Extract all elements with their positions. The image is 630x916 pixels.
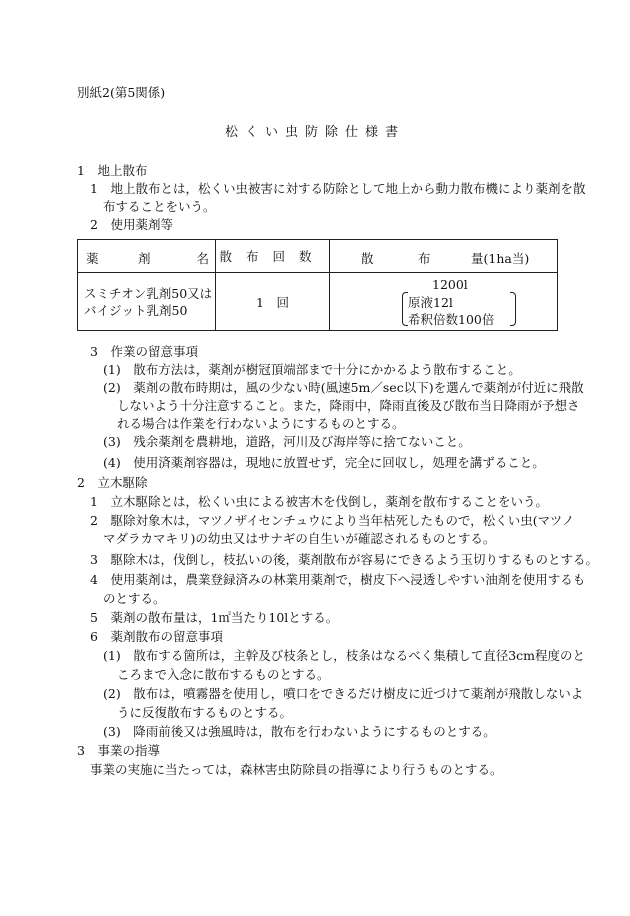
- sec3-body: 事業の実施に当たっては，森林害虫防除員の指導により行うものとする。: [90, 762, 503, 777]
- header-chemical-name: 薬 剤 名: [78, 240, 216, 273]
- sec2-sub1-line2: ころまで入念に散布するものとする。: [117, 667, 330, 682]
- sec1-item1-line2: 布することをいう。: [103, 199, 216, 214]
- sec2-sub3: (3) 降雨前後又は強風時は，散布を行わないようにするものとする。: [103, 724, 496, 739]
- sec1-item1-line1: 1 地上散布とは，松くい虫被害に対する防除として地上から動力散布機により薬剤を散: [90, 181, 586, 196]
- cell-chemical-names: スミチオン乳剤50又は バイジット乳剤50: [78, 273, 216, 331]
- section-3-heading: 3 事業の指導: [77, 743, 160, 758]
- sec2-item2-line1: 2 駆除対象木は，マツノザイセンチュウにより当年枯死したもので，松くい虫(マツノ: [90, 513, 575, 528]
- document-title: 松くい虫防除仕様書: [224, 125, 405, 140]
- sec1-note3: (3) 残余薬剤を農耕地，道路，河川及び海岸等に捨てないこと。: [103, 434, 471, 449]
- header-application-amount: 散 布 量(1ha当): [330, 240, 558, 273]
- sec2-item4-line2: のとする。: [103, 591, 166, 606]
- pesticide-table: [77, 239, 558, 331]
- sec1-note1: (1) 散布方法は，薬剤が樹冠頂端部まで十分にかかるよう散布すること。: [103, 362, 521, 377]
- sec2-item6: 6 薬剤散布の留意事項: [90, 629, 223, 644]
- sec1-item2: 2 使用薬剤等: [90, 217, 173, 232]
- section-2-heading: 2 立木駆除: [77, 475, 148, 490]
- cell-application-count: 1 回: [216, 273, 330, 331]
- sec2-item5: 5 薬剤の散布量は，1㎡当たり10lとする。: [90, 610, 339, 625]
- sec2-item2-line2: マダラカマキリ)の幼虫又はサナギの自生いが確認されるものとする。: [103, 531, 496, 546]
- sec2-sub2-line2: うに反復散布するものとする。: [117, 705, 293, 720]
- header-application-count: 散布回数: [216, 240, 330, 273]
- sec2-item3: 3 駆除木は，伐倒し，枝払いの後，薬剤散布が容易にできるよう玉切りするものとする。: [90, 552, 598, 567]
- sec1-note2-line1: (2) 薬剤の散布時期は，風の少ない時(風速5m／sec以下)を選んで薬剤が付近に飛散: [103, 380, 584, 395]
- sec1-item3: 3 作業の留意事項: [90, 344, 198, 359]
- cell-application-amount: 1200l 原液12l 希釈倍数100倍: [330, 273, 558, 331]
- sec1-note2-line3: れる場合は作業を行わないようにするものとする。: [117, 416, 405, 431]
- sec1-note4: (4) 使用済薬剤容器は，現地に放置せず，完全に回収し，処理を講ずること。: [103, 455, 545, 470]
- appendix-reference: 別紙2(第5関係): [77, 85, 166, 100]
- sec2-item1: 1 立木駆除とは，松くい虫による被害木を伐倒し，薬剤を散布することをいう。: [90, 494, 548, 509]
- sec2-sub1-line1: (1) 散布する箇所は，主幹及び枝条とし，枝条はなるべく集積して直径3cm程度のと: [103, 648, 586, 663]
- sec2-item4-line1: 4 使用薬剤は，農業登録済みの林業用薬剤で，樹皮下へ浸透しやすい油剤を使用するも: [90, 572, 586, 587]
- sec2-sub2-line1: (2) 散布は，噴霧器を使用し，噴口をできるだけ樹皮に近づけて薬剤が飛散しないよ: [103, 686, 584, 701]
- sec1-note2-line2: しないよう十分注意すること。また，降雨中，降雨直後及び散布当日降雨が予想さ: [117, 398, 580, 413]
- section-1-heading: 1 地上散布: [77, 163, 148, 178]
